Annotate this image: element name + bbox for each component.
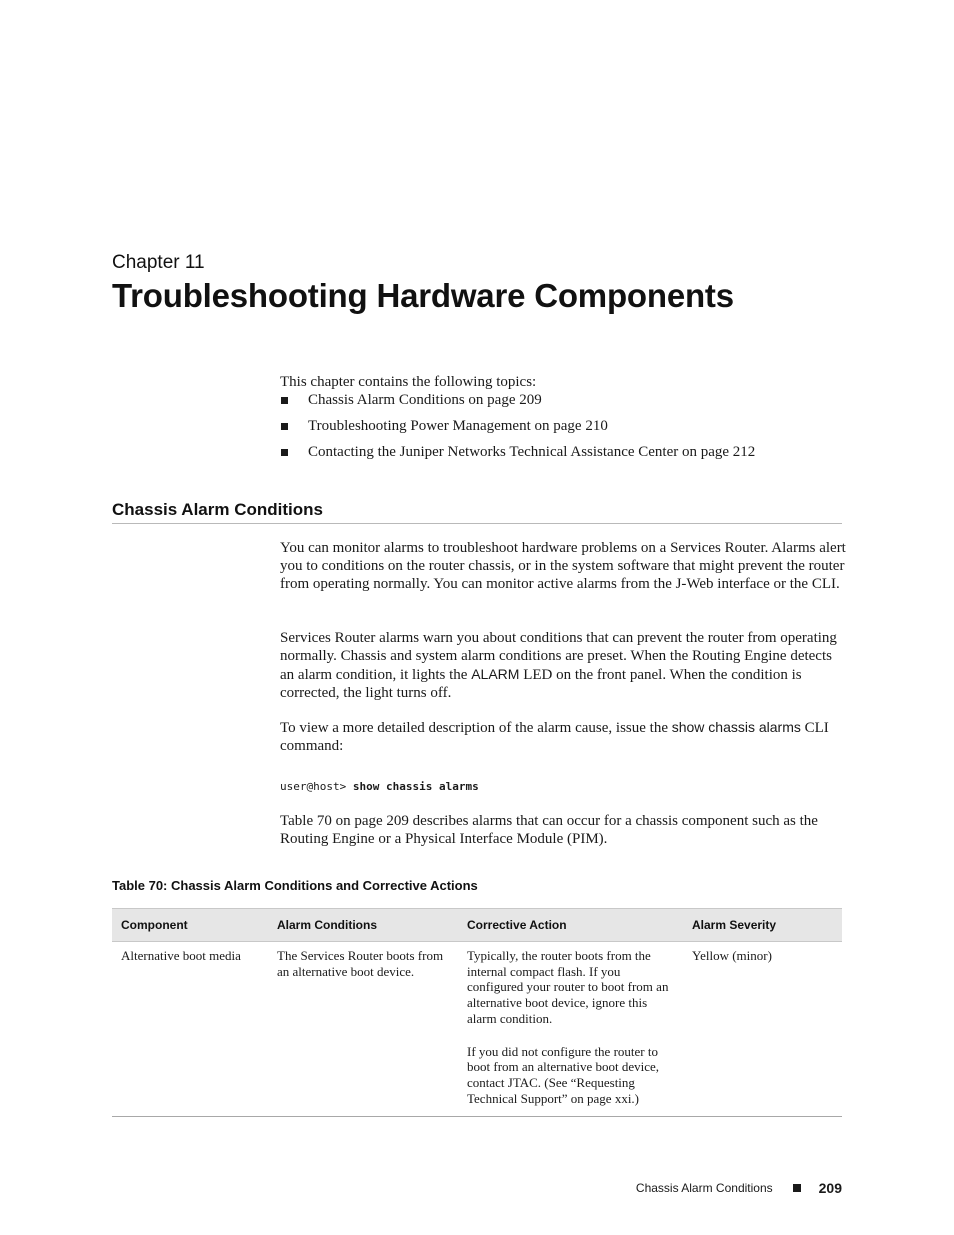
alarm-conditions-table (112, 908, 842, 1117)
cli-prompt: user@host> (280, 780, 353, 793)
page-footer (636, 1180, 842, 1196)
section-heading: Chassis Alarm Conditions (112, 500, 842, 524)
topic-list (280, 391, 846, 469)
chapter-label: Chapter 11 (112, 252, 205, 273)
alarm-led-term: ALARM (471, 666, 520, 682)
paragraph-text-part: CLI command: (280, 720, 829, 754)
inline-command: show chassis alarms (671, 719, 801, 735)
paragraph-text: Table 70 on page 209 describes alarms that can occur for a chassis component such as the Routing Engine or a Physical Interface Module (PIM). (280, 813, 818, 847)
header-alarm-conditions: Alarm Conditions (268, 909, 458, 942)
topic-link-chassis-alarm-conditions[interactable]: Chassis Alarm Conditions on page 209 (308, 392, 542, 408)
table-caption: Table 70: Chassis Alarm Conditions and Corrective Actions (112, 878, 478, 893)
paragraph-text: You can monitor alarms to troubleshoot hardware problems on a Services Router. Alarms alert you to conditions on the router chassis, or in the system software that might prevent the router from operating normally. You can monitor active alarms from the J-Web interface or the CLI. (280, 540, 846, 592)
header-corrective-action: Corrective Action (458, 909, 683, 942)
paragraph-text-part: To view a more detailed description of the alarm cause, issue the (280, 720, 672, 736)
intro-block (280, 373, 846, 469)
footer-section-name: Chassis Alarm Conditions (635, 1181, 773, 1195)
cell-alarm-condition: The Services Router boots from an alternative boot device. (268, 942, 458, 1117)
code-example (280, 780, 479, 793)
paragraph-text (280, 718, 846, 755)
footer-square-icon (793, 1184, 801, 1192)
intro-lead: This chapter contains the following topics: (280, 374, 537, 390)
chapter-title: Troubleshooting Hardware Components (112, 277, 734, 314)
cell-corrective-action (458, 942, 683, 1117)
paragraph-text (280, 629, 846, 702)
section-paragraph-2 (280, 629, 846, 702)
section-paragraph-1 (280, 539, 846, 593)
topic-item (280, 417, 846, 443)
cell-alarm-severity: Yellow (minor) (683, 942, 842, 1117)
header-alarm-severity: Alarm Severity (683, 909, 842, 942)
topic-link-power-management[interactable]: Troubleshooting Power Management on page 210 (308, 418, 608, 434)
header-component: Component (112, 909, 268, 942)
topic-item (280, 443, 846, 469)
topic-link-jtac[interactable]: Contacting the Juniper Networks Technical Assistance Center on page 212 (308, 444, 756, 460)
paragraph-text-part: LED on the front panel. When the condition is corrected, the light turns off. (280, 667, 802, 701)
bullet-icon (281, 397, 288, 404)
corrective-action-text: If you did not configure the router to boot from an alternative boot device, contact JTAC. (See “Requesting Technical Support” on page xxi.) (467, 1043, 660, 1106)
table-row (112, 942, 842, 1117)
cell-component: Alternative boot media (112, 942, 268, 1117)
topic-item (280, 391, 846, 417)
page-number: 209 (818, 1180, 842, 1196)
corrective-action-text: Typically, the router boots from the internal compact flash. If you configured your router to boot from an alternative boot device, ignore this alarm condition. (467, 948, 669, 1026)
bullet-icon (281, 449, 288, 456)
section-paragraph-4 (280, 812, 846, 848)
section-paragraph-3 (280, 718, 846, 755)
paragraph-text-part: Services Router alarms warn you about conditions that can prevent the router from operating normally. Chassis and system alarm conditions are preset. When the Routing Engine detects an alarm condition, it lights the (280, 630, 837, 683)
table-header-row (112, 909, 842, 942)
bullet-icon (281, 423, 288, 430)
cli-command: show chassis alarms (352, 780, 479, 793)
